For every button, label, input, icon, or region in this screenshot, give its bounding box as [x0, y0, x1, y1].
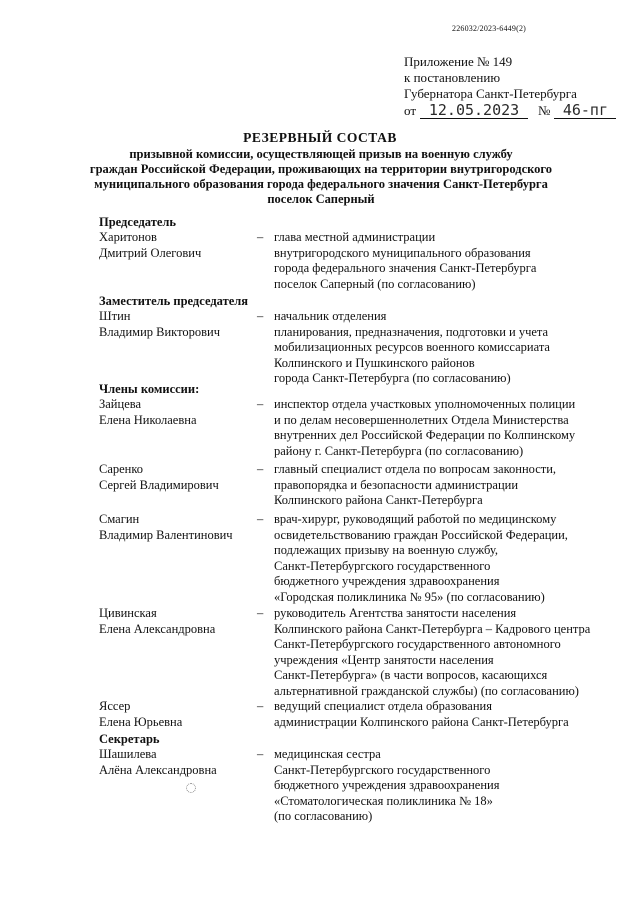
member-surname: Штин: [99, 309, 131, 323]
dash: –: [257, 699, 264, 713]
dash: –: [257, 512, 264, 526]
document-id: 226032/2023-6449(2): [452, 24, 527, 33]
position-line: ведущий специалист отдела образования: [274, 699, 492, 713]
position-line: правопорядка и безопасности администрации: [274, 477, 519, 492]
member-given-names: Елена Юрьевна: [99, 714, 183, 729]
position-line: Санкт-Петербурга» (в части вопросов, касающихся: [274, 668, 548, 683]
position-line: Санкт-Петербургского государственного: [274, 558, 491, 573]
document-subtitle: [86, 147, 556, 207]
member-surname: Смагин: [99, 512, 140, 526]
member-given-names: Елена Александровна: [99, 621, 216, 636]
appendix-line: к постановлению: [404, 70, 501, 85]
position-line: Колпинского района Санкт-Петербурга: [274, 493, 483, 508]
resolution-date-row: [404, 102, 616, 119]
member-surname: Цивинская: [99, 606, 157, 620]
dash: –: [257, 462, 264, 476]
member-name: [99, 699, 269, 730]
position-line: освидетельствованию граждан Российской Федерации,: [274, 527, 568, 542]
member-name: [99, 397, 269, 428]
stamp-mark: [186, 783, 196, 793]
position-line: начальник отделения: [274, 309, 387, 323]
member-name: [99, 747, 269, 778]
date-prefix: от: [404, 103, 417, 118]
position-line: администрации Колпинского района Санкт-Петербурга: [274, 714, 569, 729]
position-line: (по согласованию): [274, 809, 373, 824]
position-line: поселок Саперный (по согласованию): [274, 276, 476, 291]
member-position: [257, 512, 602, 606]
member-given-names: Алёна Александровна: [99, 762, 217, 777]
member-position: [257, 699, 602, 730]
document-title: РЕЗЕРВНЫЙ СОСТАВ: [243, 130, 397, 145]
subtitle-line: поселок Саперный: [267, 192, 375, 206]
member-name: [99, 462, 269, 493]
member-given-names: Владимир Викторович: [99, 324, 221, 339]
member-position: [257, 230, 602, 292]
position-line: планирования, предназначения, подготовки и учета: [274, 324, 549, 339]
member-position: [257, 462, 602, 509]
resolution-date: 12.05.2023: [420, 102, 528, 119]
member-surname: Саренко: [99, 462, 144, 476]
position-line: бюджетного учреждения здравоохранения: [274, 574, 500, 589]
number-label: №: [538, 103, 551, 118]
member-given-names: Елена Николаевна: [99, 412, 197, 427]
member-surname: Зайцева: [99, 397, 142, 411]
position-line: города Санкт-Петербурга (по согласованию): [274, 371, 511, 386]
dash: –: [257, 230, 264, 244]
position-line: подлежащих призыву на военную службу,: [274, 543, 498, 558]
position-line: Санкт-Петербургского государственного автономного: [274, 637, 561, 652]
section-secretary: Секретарь: [99, 732, 160, 746]
position-line: Колпинского и Пушкинского районов: [274, 355, 475, 370]
member-position: [257, 606, 602, 700]
member-given-names: Дмитрий Олегович: [99, 245, 202, 260]
position-line: руководитель Агентства занятости населения: [274, 606, 517, 620]
position-line: «Городская поликлиника № 95» (по согласованию): [274, 589, 545, 604]
member-position: [257, 747, 602, 825]
position-line: району г. Санкт-Петербурга (по согласованию): [274, 443, 524, 458]
position-line: главный специалист отдела по вопросам законности,: [274, 462, 557, 476]
position-line: альтернативной гражданской службы) (по согласованию): [274, 683, 579, 698]
position-line: города федерального значения Санкт-Петербурга: [274, 261, 537, 276]
member-name: [99, 606, 269, 637]
dash: –: [257, 606, 264, 620]
member-surname: Харитонов: [99, 230, 157, 244]
position-line: медицинская сестра: [274, 747, 381, 761]
member-name: [99, 230, 269, 261]
dash: –: [257, 309, 264, 323]
position-line: мобилизационных ресурсов военного комиссариата: [274, 340, 550, 355]
member-name: [99, 512, 269, 543]
position-line: внутренних дел Российской Федерации по Колпинскому: [274, 428, 576, 443]
position-line: учреждения «Центр занятости населения: [274, 652, 494, 667]
member-surname: Яссер: [99, 699, 131, 713]
position-line: Колпинского района Санкт-Петербурга – Кадрового центра: [274, 621, 591, 636]
section-members: Члены комиссии:: [99, 382, 200, 396]
position-line: внутригородского муниципального образования: [274, 245, 531, 260]
subtitle-line: граждан Российской Федерации, проживающих на территории внутригородского: [89, 162, 553, 176]
member-given-names: Владимир Валентинович: [99, 527, 233, 542]
section-chairman: Председатель: [99, 215, 177, 229]
subtitle-line: призывной комиссии, осуществляющей призыв на военную службу: [129, 147, 513, 161]
member-given-names: Сергей Владимирович: [99, 477, 219, 492]
resolution-number: 46-пг: [554, 102, 616, 119]
appendix-line: Губернатора Санкт-Петербурга: [404, 86, 577, 101]
member-position: [257, 397, 602, 459]
position-line: врач-хирург, руководящий работой по медицинскому: [274, 512, 557, 526]
position-line: «Стоматологическая поликлиника № 18»: [274, 793, 493, 808]
member-surname: Шашилева: [99, 747, 157, 761]
dash: –: [257, 747, 264, 761]
position-line: бюджетного учреждения здравоохранения: [274, 778, 500, 793]
member-position: [257, 309, 602, 387]
position-line: Санкт-Петербургского государственного: [274, 762, 491, 777]
appendix-line: Приложение № 149: [404, 54, 513, 69]
section-deputy: Заместитель председателя: [99, 294, 249, 308]
member-name: [99, 309, 269, 340]
dash: –: [257, 397, 264, 411]
subtitle-line: муниципального образования города федерального значения Санкт-Петербурга: [94, 177, 548, 191]
position-line: и по делам несовершеннолетних Отдела Министерства: [274, 412, 569, 427]
position-line: глава местной администрации: [274, 230, 436, 244]
position-line: инспектор отдела участковых уполномоченных полиции: [274, 397, 576, 411]
appendix-block: [404, 54, 616, 119]
